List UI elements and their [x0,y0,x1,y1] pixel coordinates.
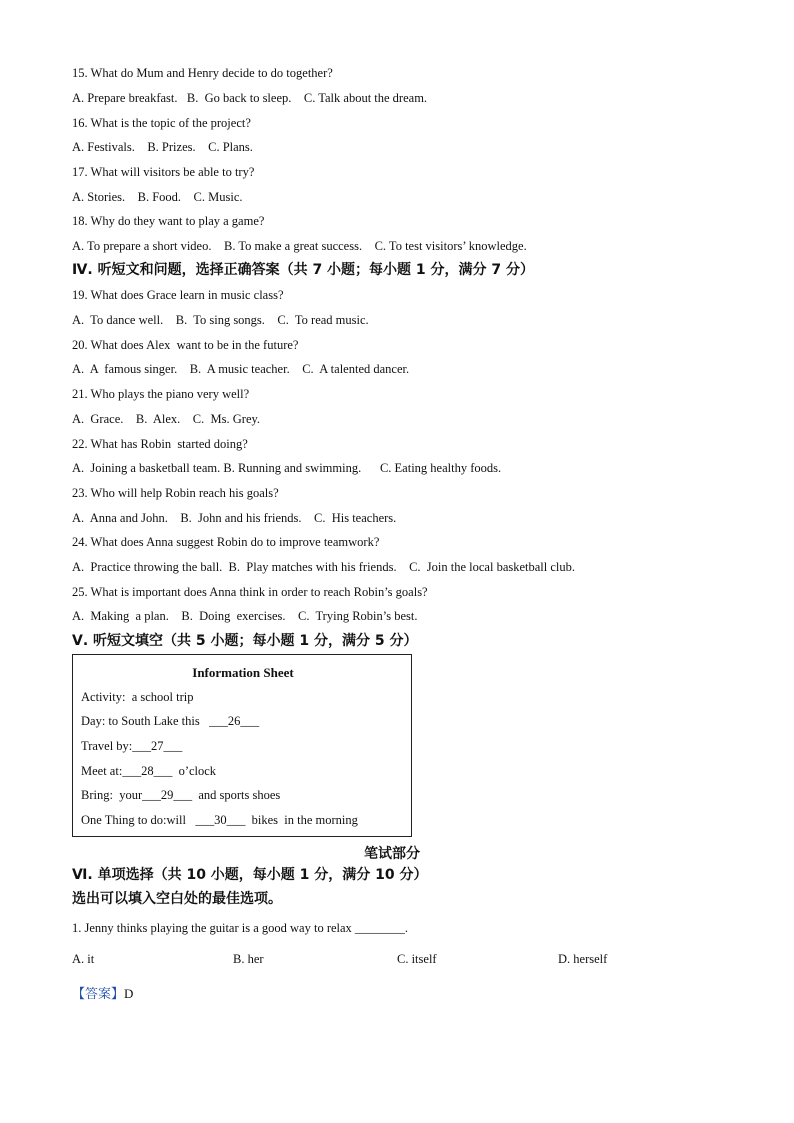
section-5-title: Ⅴ. 听短文填空（共 5 小题；每小题 1 分，满分 5 分） [72,633,418,649]
question-22: 22. What has Robin started doing? [72,437,248,451]
activity-line: Activity: a school trip [81,690,194,704]
option-b: B. her [233,952,264,966]
options-22: A. Joining a basketball team. B. Running and swimming. C. Eating healthy foods. [72,461,502,475]
options-19: A. To dance well. B. To sing songs. C. To read music. [72,313,369,327]
meet-label: Meet at: [81,764,123,778]
question-1: 1. Jenny thinks playing the guitar is a good way to relax ________. [72,921,409,935]
options-15: A. Prepare breakfast. B. Go back to sleep. C. Talk about the dream. [72,91,428,105]
travel-line [81,739,182,754]
question-20: 20. What does Alex want to be in the future? [72,338,299,352]
options-20: A. A famous singer. B. A music teacher. C. A talented dancer. [72,362,410,376]
information-sheet [72,654,412,837]
blank-26: ___26___ [209,714,260,728]
question-21: 21. Who plays the piano very well? [72,387,250,401]
question-25: 25. What is important does Anna think in order to reach Robin’s goals? [72,585,428,599]
question-17: 17. What will visitors be able to try? [72,165,255,179]
question-19: 19. What does Grace learn in music class? [72,288,284,302]
one-thing-line [81,813,358,828]
question-18: 18. Why do they want to play a game? [72,214,265,228]
answer-value: D [124,986,134,1001]
information-sheet-title: Information Sheet [192,665,294,680]
day-line [81,714,259,729]
options-21: A. Grace. B. Alex. C. Ms. Grey. [72,412,261,426]
question-16: 16. What is the topic of the project? [72,116,251,130]
answer-tag: 【答案】 [72,987,125,1002]
meet-suffix: o’clock [172,764,217,778]
options-24: A. Practice throwing the ball. B. Play matches with his friends. C. Join the local basketball club. [72,560,576,574]
options-25: A. Making a plan. B. Doing exercises. C. Trying Robin’s best. [72,609,418,623]
options-17: A. Stories. B. Food. C. Music. [72,190,243,204]
one-thing-suffix: bikes in the morning [245,813,358,827]
blank-27: ___27___ [132,739,183,753]
one-thing-label: One Thing to do:will [81,813,196,827]
option-d: D. herself [558,952,608,966]
options-23: A. Anna and John. B. John and his friends. C. His teachers. [72,511,397,525]
section-4-title: Ⅳ. 听短文和问题，选择正确答案（共 7 小题；每小题 1 分，满分 7 分） [72,262,535,278]
bring-label: Bring: your [81,788,143,802]
blank-28: ___28___ [122,764,173,778]
section-6-instruction: 选出可以填入空白处的最佳选项。 [72,891,282,907]
options-18: A. To prepare a short video. B. To make a great success. C. To test visitors’ knowledge. [72,239,527,253]
bring-suffix: and sports shoes [192,788,281,802]
options-16: A. Festivals. B. Prizes. C. Plans. [72,140,253,154]
bring-line [81,788,280,803]
blank-30: ___30___ [195,813,246,827]
travel-label: Travel by: [81,739,133,753]
option-c: C. itself [397,952,437,966]
question-24: 24. What does Anna suggest Robin do to improve teamwork? [72,535,380,549]
blank-29: ___29___ [142,788,193,802]
option-a: A. it [72,952,95,966]
answer-line [72,983,133,1002]
written-part-heading: 笔试部分 [364,846,420,862]
day-label: Day: to South Lake this [81,714,210,728]
section-6-title: Ⅵ. 单项选择（共 10 小题，每小题 1 分，满分 10 分） [72,867,428,883]
question-23: 23. Who will help Robin reach his goals? [72,486,279,500]
question-15: 15. What do Mum and Henry decide to do together? [72,66,333,80]
meet-line [81,764,216,779]
